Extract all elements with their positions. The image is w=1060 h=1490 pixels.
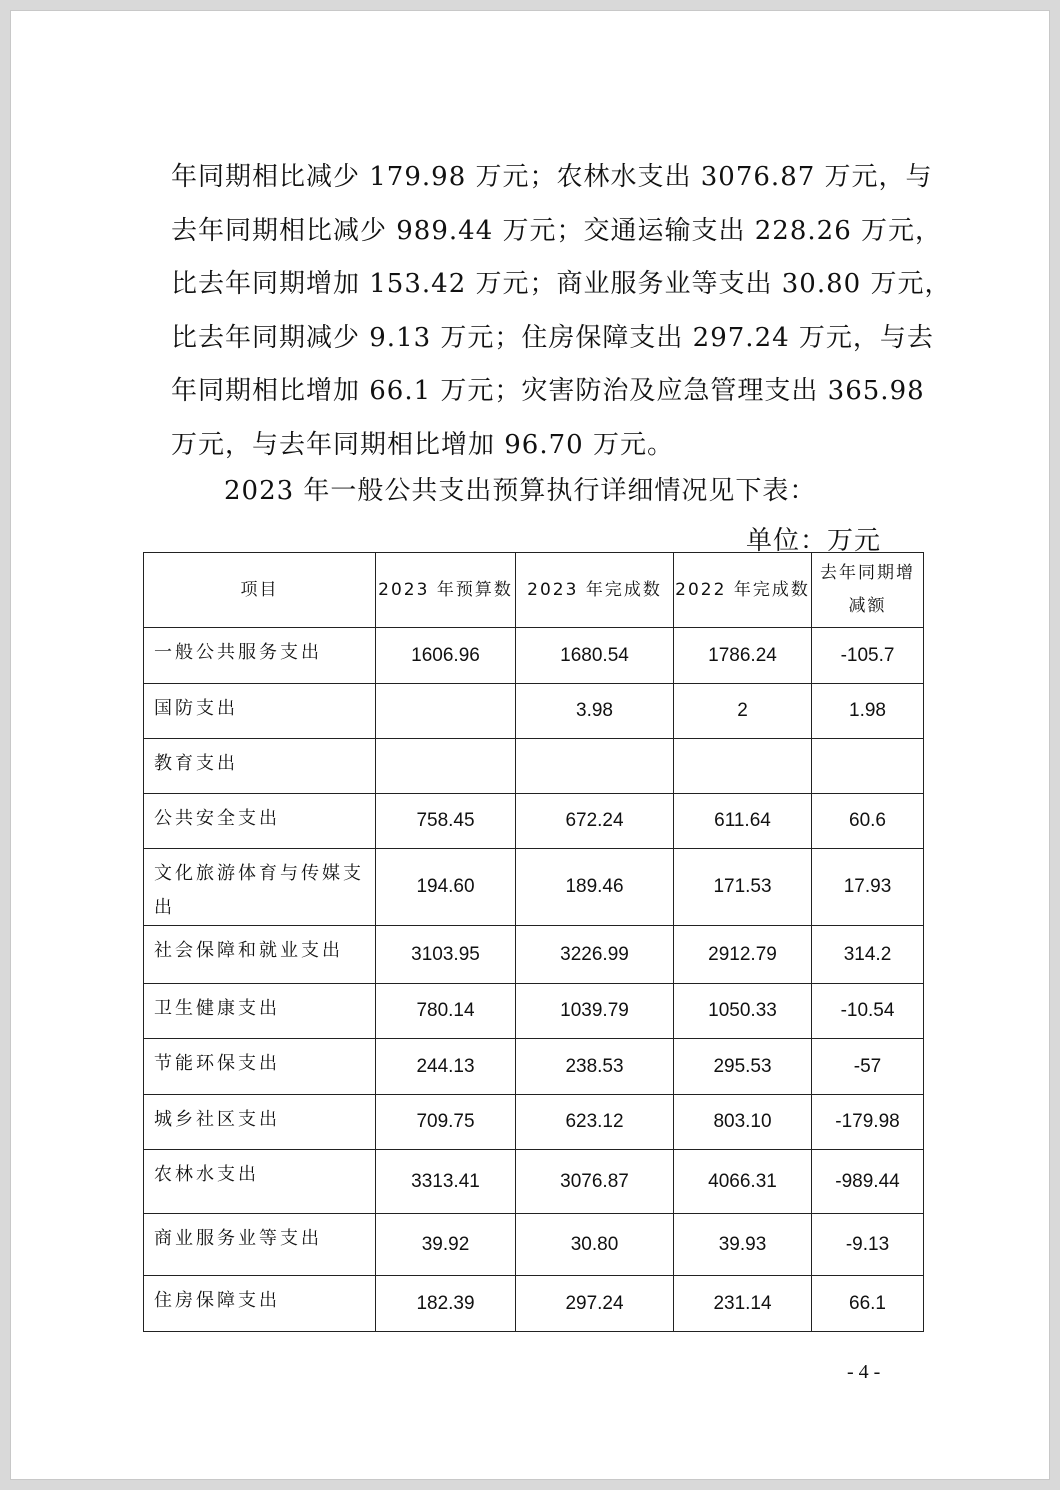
budget-2023-cell: 194.60 (376, 849, 516, 926)
row-label: 节能环保支出 (144, 1039, 376, 1095)
table-header-row (144, 553, 924, 628)
row-label: 住房保障支出 (144, 1276, 376, 1332)
actual-2023-cell: 1039.79 (516, 984, 674, 1039)
actual-2022-cell (674, 739, 812, 794)
change-cell: 314.2 (812, 926, 924, 984)
table-row (144, 1150, 924, 1214)
document-page (10, 10, 1050, 1480)
actual-2023-cell: 30.80 (516, 1214, 674, 1276)
change-cell: -179.98 (812, 1095, 924, 1150)
actual-2022-cell: 1786.24 (674, 628, 812, 684)
budget-2023-cell: 182.39 (376, 1276, 516, 1332)
row-label: 国防支出 (144, 684, 376, 739)
expenditure-table (143, 552, 924, 1332)
actual-2023-cell: 3076.87 (516, 1150, 674, 1214)
budget-2023-cell: 1606.96 (376, 628, 516, 684)
row-label: 商业服务业等支出 (144, 1214, 376, 1276)
budget-2023-cell: 3103.95 (376, 926, 516, 984)
actual-2022-cell: 39.93 (674, 1214, 812, 1276)
change-cell: 66.1 (812, 1276, 924, 1332)
page-number: - 4 - (847, 1361, 881, 1383)
header-item: 项目 (144, 553, 376, 628)
header-budget-2023: 2023 年预算数 (376, 553, 516, 628)
budget-2023-cell (376, 684, 516, 739)
actual-2022-cell: 231.14 (674, 1276, 812, 1332)
actual-2023-cell: 672.24 (516, 794, 674, 849)
table-row (144, 684, 924, 739)
change-cell: 1.98 (812, 684, 924, 739)
row-label: 社会保障和就业支出 (144, 926, 376, 984)
row-label: 农林水支出 (144, 1150, 376, 1214)
actual-2023-cell: 623.12 (516, 1095, 674, 1150)
actual-2022-cell: 1050.33 (674, 984, 812, 1039)
change-cell: -105.7 (812, 628, 924, 684)
actual-2023-cell (516, 739, 674, 794)
unit-label: 单位：万元 (745, 526, 881, 556)
budget-2023-cell: 758.45 (376, 794, 516, 849)
budget-2023-cell: 780.14 (376, 984, 516, 1039)
row-label: 一般公共服务支出 (144, 628, 376, 684)
change-cell: -989.44 (812, 1150, 924, 1214)
paragraph-line: 万元，与去年同期相比增加 96.70 万元。 (171, 429, 674, 460)
header-actual-2022: 2022 年完成数 (674, 553, 812, 628)
actual-2022-cell: 611.64 (674, 794, 812, 849)
row-label: 教育支出 (144, 739, 376, 794)
actual-2023-cell: 189.46 (516, 849, 674, 926)
budget-2023-cell: 39.92 (376, 1214, 516, 1276)
table-intro: 2023 年一般公共支出预算执行详细情况见下表： (224, 476, 817, 506)
row-label: 文化旅游体育与传媒支出 (144, 849, 376, 926)
table-row (144, 794, 924, 849)
row-label: 城乡社区支出 (144, 1095, 376, 1150)
change-cell: 60.6 (812, 794, 924, 849)
change-cell: -10.54 (812, 984, 924, 1039)
body-paragraph (171, 151, 952, 473)
table-row (144, 1276, 924, 1332)
header-actual-2023: 2023 年完成数 (516, 553, 674, 628)
actual-2022-cell: 4066.31 (674, 1150, 812, 1214)
header-change: 去年同期增减额 (812, 553, 924, 628)
actual-2023-cell: 1680.54 (516, 628, 674, 684)
actual-2022-cell: 295.53 (674, 1039, 812, 1095)
table-row (144, 628, 924, 684)
actual-2023-cell: 238.53 (516, 1039, 674, 1095)
table-row (144, 1095, 924, 1150)
actual-2022-cell: 2912.79 (674, 926, 812, 984)
actual-2022-cell: 171.53 (674, 849, 812, 926)
table-row (144, 926, 924, 984)
paragraph-line: 比去年同期增加 153.42 万元；商业服务业等支出 30.80 万元， (171, 269, 952, 300)
actual-2022-cell: 2 (674, 684, 812, 739)
change-cell: -57 (812, 1039, 924, 1095)
actual-2022-cell: 803.10 (674, 1095, 812, 1150)
table-row (144, 984, 924, 1039)
paragraph-line: 年同期相比减少 179.98 万元；农林水支出 3076.87 万元，与 (171, 162, 933, 192)
change-cell: -9.13 (812, 1214, 924, 1276)
paragraph-line: 年同期相比增加 66.1 万元；灾害防治及应急管理支出 365.98 (171, 376, 925, 407)
budget-2023-cell: 244.13 (376, 1039, 516, 1095)
actual-2023-cell: 297.24 (516, 1276, 674, 1332)
change-cell: 17.93 (812, 849, 924, 926)
paragraph-line: 去年同期相比减少 989.44 万元；交通运输支出 228.26 万元， (171, 215, 943, 246)
row-label: 卫生健康支出 (144, 984, 376, 1039)
table-row (144, 849, 924, 926)
table-row (144, 739, 924, 794)
change-cell (812, 739, 924, 794)
table-row (144, 1039, 924, 1095)
actual-2023-cell: 3.98 (516, 684, 674, 739)
budget-2023-cell: 3313.41 (376, 1150, 516, 1214)
table-row (144, 1214, 924, 1276)
actual-2023-cell: 3226.99 (516, 926, 674, 984)
budget-2023-cell: 709.75 (376, 1095, 516, 1150)
paragraph-line: 比去年同期减少 9.13 万元；住房保障支出 297.24 万元，与去 (171, 322, 934, 353)
budget-2023-cell (376, 739, 516, 794)
row-label: 公共安全支出 (144, 794, 376, 849)
